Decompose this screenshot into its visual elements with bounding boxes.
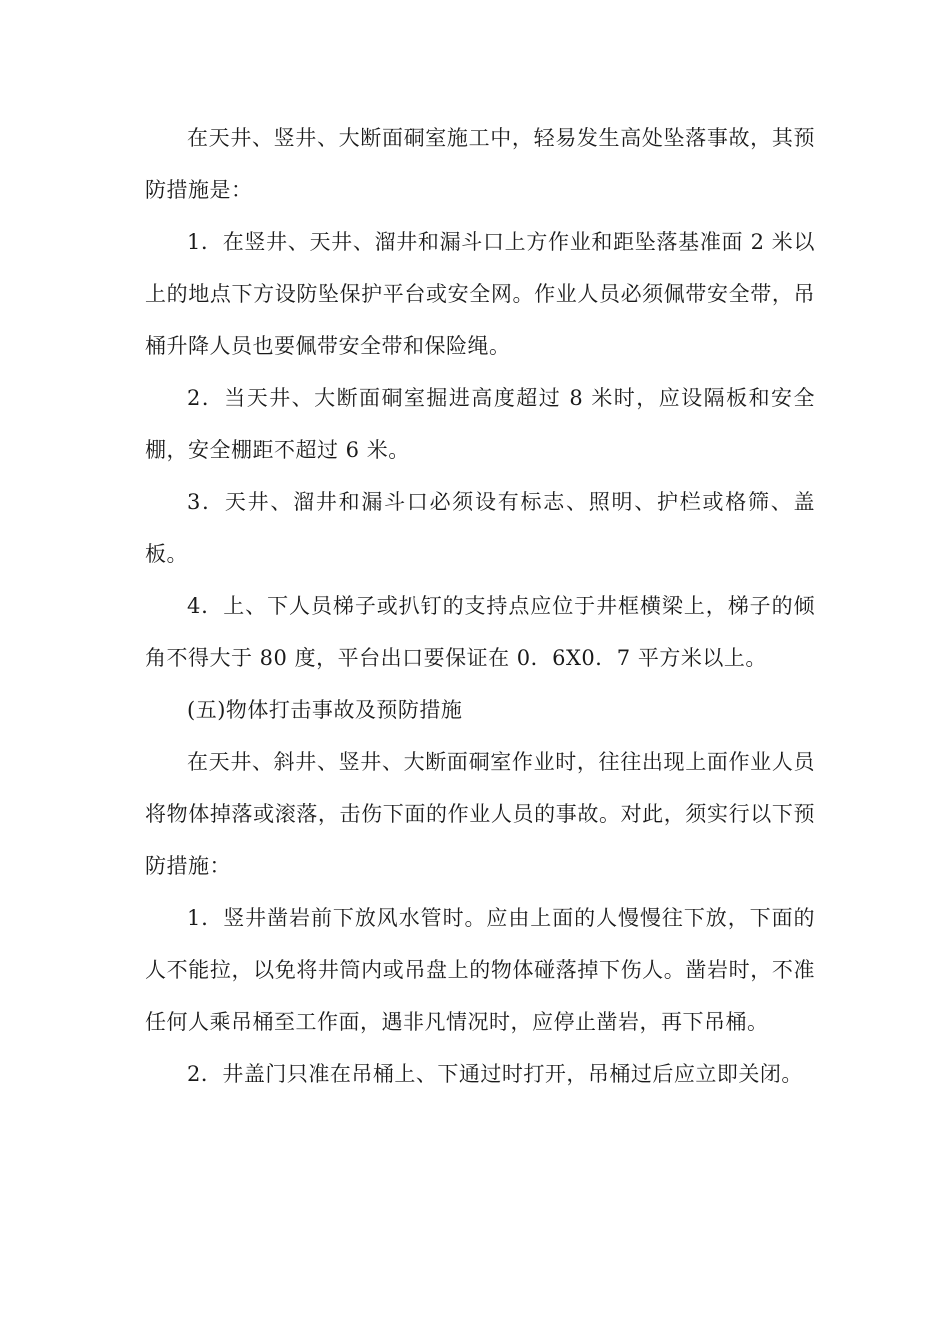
paragraph-intro: 在天井、竖井、大断面硐室施工中，轻易发生高处坠落事故，其预防措施是： <box>145 126 815 202</box>
paragraph-strike-measure-2: 2．井盖门只准在吊桶上、下通过时打开，吊桶过后应立即关闭。 <box>187 1062 803 1086</box>
paragraph-strike-measure-1: 1．竖井凿岩前下放风水管时。应由上面的人慢慢往下放，下面的人不能拉，以免将井筒内或吊盘上的物体碰落掉下伤人。凿岩时，不准任何人乘吊桶至工作面，遇非凡情况时，应停止凿岩，再下吊桶。 <box>145 906 815 1034</box>
section-heading-object-strike: (五)物体打击事故及预防措施 <box>187 698 463 722</box>
paragraph-object-strike-intro: 在天井、斜井、竖井、大断面硐室作业时，往往出现上面作业人员将物体掉落或滚落，击伤下面的作业人员的事故。对此，须实行以下预防措施： <box>145 750 815 878</box>
document-body <box>145 112 815 1100</box>
paragraph-fall-measure-4: 4．上、下人员梯子或扒钉的支持点应位于井框横梁上，梯子的倾角不得大于 80 度，平台出口要保证在 0．6X0．7 平方米以上。 <box>145 594 815 670</box>
paragraph-fall-measure-3: 3．天井、溜井和漏斗口必须设有标志、照明、护栏或格筛、盖板。 <box>145 490 815 566</box>
paragraph-fall-measure-2: 2．当天井、大断面硐室掘进高度超过 8 米时，应设隔板和安全棚，安全棚距不超过 6 米。 <box>145 386 815 462</box>
paragraph-fall-measure-1: 1．在竖井、天井、溜井和漏斗口上方作业和距坠落基准面 2 米以上的地点下方设防坠保护平台或安全网。作业人员必须佩带安全带，吊桶升降人员也要佩带安全带和保险绳。 <box>145 230 815 358</box>
